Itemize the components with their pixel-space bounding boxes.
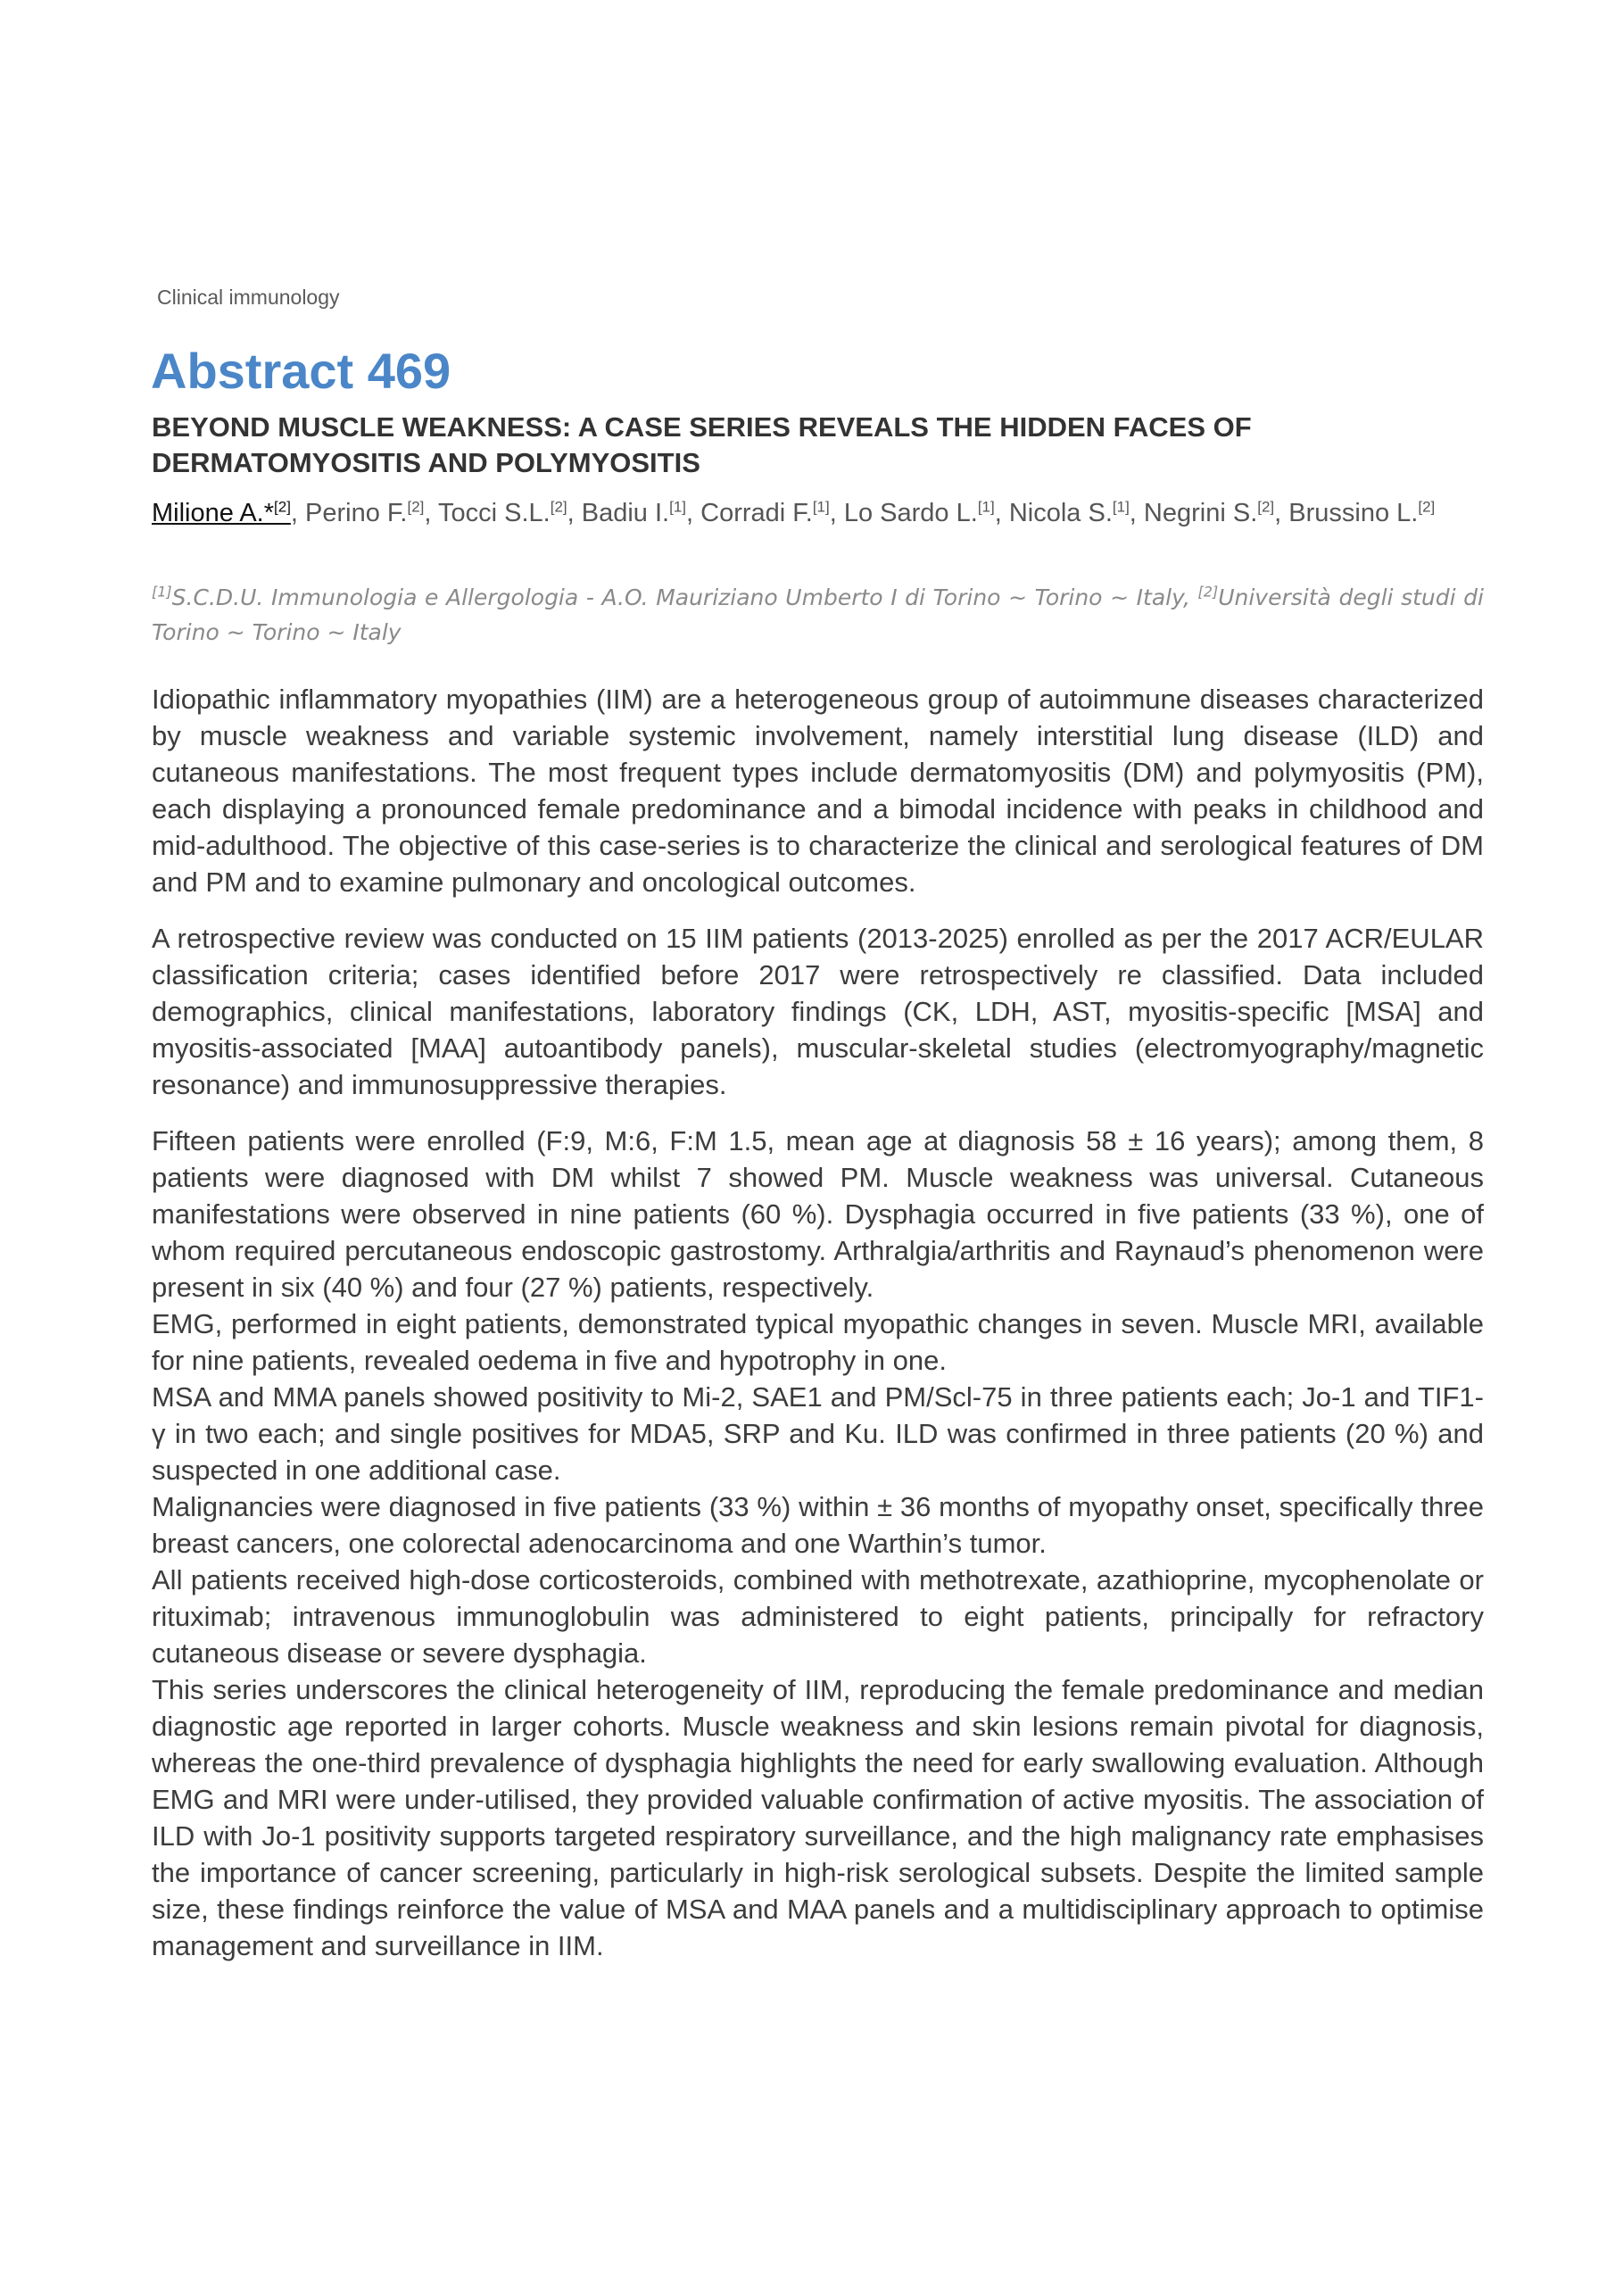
- author: [438, 499, 567, 527]
- affiliation-text: S.C.D.U. Immunologia e Allergologia - A.O. Mauriziano Umberto I di Torino ~ Torino ~ Italy,: [171, 584, 1198, 610]
- abstract-paragraph: A retrospective review was conducted on 15 IIM patients (2013-2025) enrolled as per the 2017 ACR/EULAR classification criteria; cases identified before 2017 were retrospectively re classified. Data included demographics, clinical manifestations, laboratory findings (CK, LDH, AST, myositis-specific [MSA] and myositis-associated [MAA] autoantibody panels), muscular-skeletal studies (electromyography/magnetic resonance) and immunosuppressive therapies.: [152, 923, 1484, 1100]
- affiliation-list: [152, 580, 1484, 650]
- abstract-paragraph: This series underscores the clinical heterogeneity of IIM, reproducing the female predominance and median diagnostic age reported in larger cohorts. Muscle weakness and skin lesions remain pivotal for diagnosis, whereas the one-third prevalence of dysphagia highlights the need for early swallowing evaluation. Although EMG and MRI were under-utilised, they provided valuable confirmation of active myositis. The association of ILD with Jo-1 positivity supports targeted respiratory surveillance, and the high malignancy rate emphasises the importance of cancer screening, particularly in high-risk serological subsets. Despite the limited sample size, these findings reinforce the value of MSA and MAA panels and a multidisciplinary approach to optimise management and surveillance in IIM.: [152, 1674, 1484, 1961]
- affiliation-marker: [1]: [152, 583, 172, 601]
- author-name: Milione A.*: [152, 499, 275, 527]
- author: [305, 499, 424, 527]
- presenting-author: [152, 499, 291, 527]
- abstract-number: Abstract 469: [151, 343, 451, 399]
- author: [700, 499, 830, 527]
- author-name: Brussino L.: [1288, 499, 1419, 527]
- abstract-paragraph: Fifteen patients were enrolled (F:9, M:6, F:M 1.5, mean age at diagnosis 58 ± 16 years); among them, 8 patients were diagnosed with DM whilst 7 showed PM. Muscle weakness was universal. Cutaneous manifestations were observed in nine patients (60 %). Dysphagia occurred in five patients (33 %), one of whom required percutaneous endoscopic gastrostomy. Arthralgia/arthritis and Raynaud’s phenomenon were present in six (40 %) and four (27 %) patients, respectively.: [152, 1125, 1484, 1303]
- author-name: Negrini S.: [1143, 499, 1258, 527]
- author-name: Lo Sardo L.: [843, 499, 978, 527]
- affiliation-marker: [2]: [550, 498, 567, 516]
- author: [1009, 499, 1130, 527]
- abstract-paragraph: MSA and MMA panels showed positivity to Mi-2, SAE1 and PM/Scl-75 in three patients each; Jo-1 and TIF1-γ in two each; and single positives for MDA5, SRP and Ku. ILD was confirmed in three patients (20 %) and suspected in one additional case.: [152, 1381, 1484, 1486]
- affiliation-marker: [2]: [1197, 583, 1219, 601]
- affiliation-marker: [2]: [407, 498, 425, 516]
- affiliation-marker: [2]: [274, 498, 291, 516]
- abstract-body: [152, 681, 1484, 1964]
- abstract-paragraph: Malignancies were diagnosed in five patients (33 %) within ± 36 months of myopathy onset, specifically three breast cancers, one colorectal adenocarcinoma and one Warthin’s tumor.: [152, 1491, 1484, 1559]
- affiliation-marker: [1]: [812, 498, 830, 516]
- author-name: Perino F.: [305, 499, 408, 527]
- abstract-title: BEYOND MUSCLE WEAKNESS: A CASE SERIES REVEALS THE HIDDEN FACES OF DERMATOMYOSITIS AND POLYMYOSITIS: [152, 411, 1252, 478]
- affiliation-marker: [1]: [977, 498, 995, 516]
- author-name: Tocci S.L.: [438, 499, 551, 527]
- affiliation-marker: [1]: [669, 498, 686, 516]
- author: [1144, 499, 1274, 527]
- affiliation-marker: [2]: [1257, 498, 1275, 516]
- abstract-paragraph: Idiopathic inflammatory myopathies (IIM) are a heterogeneous group of autoimmune diseases characterized by muscle weakness and variable systemic involvement, namely interstitial lung disease (ILD) and cutaneous manifestations. The most frequent types include dermatomyositis (DM) and polymyositis (PM), each displaying a pronounced female predominance and a bimodal incidence with peaks in childhood and mid-adulthood. The objective of this case-series is to characterize the clinical and serological features of DM and PM and to examine pulmonary and oncological outcomes.: [152, 684, 1484, 898]
- author-name: Badiu I.: [581, 499, 670, 527]
- author: [844, 499, 995, 527]
- affiliation-marker: [1]: [1112, 498, 1130, 516]
- author: [1288, 499, 1435, 527]
- abstract-paragraph: EMG, performed in eight patients, demonstrated typical myopathic changes in seven. Muscle MRI, available for nine patients, revealed oedema in five and hypotrophy in one.: [152, 1308, 1484, 1376]
- affiliation-text: Università degli studi di Torino ~ Torino ~ Italy: [152, 584, 1485, 645]
- author-name: Nicola S.: [1008, 499, 1113, 527]
- abstract-paragraph: All patients received high-dose corticosteroids, combined with methotrexate, azathioprine, mycophenolate or rituximab; intravenous immunoglobulin was administered to eight patients, principally for refractory cutaneous disease or severe dysphagia.: [152, 1564, 1484, 1669]
- author-list: Milione A.*[2], Perino F.[2], Tocci S.L.[2], Badiu I.[1], Corradi F.[1], Lo Sardo L.[1], Nicola S.[1], Negrini S.[2], Brussino L.[2]: [152, 498, 1436, 527]
- author: [582, 499, 686, 527]
- author-name: Corradi F.: [700, 499, 813, 527]
- category-label: Clinical immunology: [157, 286, 340, 309]
- affiliation-marker: [2]: [1418, 498, 1436, 516]
